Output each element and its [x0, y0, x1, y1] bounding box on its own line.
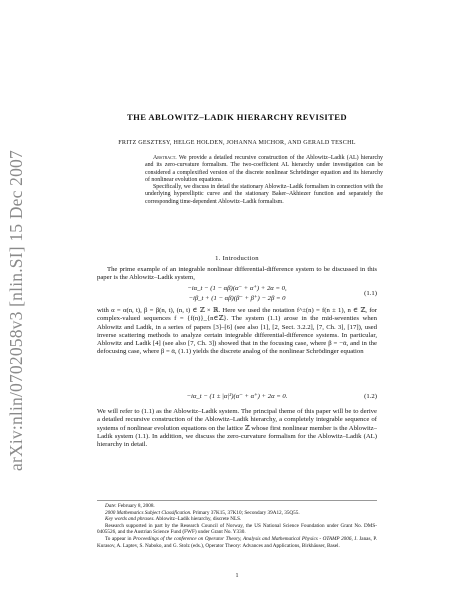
footnote-keywords-value: Ablowitz–Ladik hierarchy, discrete NLS.	[154, 516, 242, 523]
footnote-support: Research supported in part by the Research Council of Norway, the US National Science Foundation under Grant No. DMS-0405526, and the Austrian Science Fund (FWF) under Grant No. Y330.	[97, 522, 377, 536]
footnote-rule	[97, 500, 377, 501]
footnote-date	[97, 503, 377, 510]
equation-1-1-number-row	[97, 289, 377, 298]
intro-paragraph-2: with α = α(n, t), β = β(n, t), (n, t) ∈ ℤ × ℝ. Here we used the notation f^±(n) = f(n ± 1), n ∈ ℤ, for complex-valued sequences f = {f(n)}_{n∈ℤ}. The system (1.1) arose in the mid-seventies when Ablowitz and Ladik, in a series of papers [3]–[6] (see also [1], [2, Sect. 3.2.2], [7, Ch. 3], [17]), used inverse scattering methods to analyze certain integrable differential-difference systems. In particular, Ablowitz and Ladik [4] (see also [7, Ch. 3]) showed that in the focusing case, where β = −ᾱ, and in the defocusing case, where β = ᾱ, (1.1) yields the discrete analog of the nonlinear Schrödinger equation	[97, 307, 377, 356]
footnotes	[97, 503, 377, 549]
equation-1-1-expression-2: −iβ_t + (1 − αβ)(β⁻ + β⁺) − 2β = 0	[188, 295, 286, 302]
page-number: 1	[235, 573, 239, 579]
footnote-appear	[97, 536, 377, 549]
footnote-appear-title: Proceedings of the conference on Operator Theory, Analysis and Mathematical Physics - OTAMP 2006	[133, 535, 352, 542]
intro-paragraph-3: We will refer to (1.1) as the Ablowitz–Ladik system. The principal theme of this paper will be to derive a detailed recursive construction of the Ablowitz–Ladik hierarchy, a completely integrable sequence of systems of nonlinear evolution equations on the lattice ℤ whose first nonlinear member is the Ablowitz–Ladik system (1.1). In addition, we discuss the zero-curvature formalism for the Ablowitz–Ladik (AL) hierarchy in detail.	[97, 408, 377, 448]
footnote-date-label: Date	[105, 503, 116, 509]
paper-authors: FRITZ GESZTESY, HELGE HOLDEN, JOHANNA MICHOR, AND GERALD TESCHL	[118, 140, 356, 146]
equation-1-2-expression: −iα_t − (1 ± |α|²)(α⁻ + α⁺) + 2α = 0.	[186, 393, 288, 400]
arxiv-identifier-stamp	[4, 80, 28, 540]
paper-title: THE ABLOWITZ–LADIK HIERARCHY REVISITED	[127, 112, 347, 122]
abstract-paragraph-1	[145, 155, 383, 184]
footnote-msc-label: 2000 Mathematics Subject Classification.	[105, 509, 192, 516]
abstract	[145, 155, 383, 206]
abstract-text-1: We provide a detailed recursive construction of the Ablowitz–Ladik (AL) hierarchy and its zero-curvature formalism. The two-coefficient AL hierarchy under investigation can be considered a complexified version of the discrete nonlinear Schrödinger equation and its hierarchy of nonlinear evolution equations.	[145, 155, 383, 183]
equation-1-2	[97, 392, 377, 401]
footnote-keywords-label: Key words and phrases.	[105, 516, 155, 523]
footnote-keywords	[97, 516, 377, 523]
footnote-appear-prefix: To appear in	[105, 535, 134, 542]
arxiv-identifier-text: arXiv:nlin/0702058v3 [nlin.SI] 15 Dec 2007	[5, 149, 26, 471]
footnote-msc	[97, 510, 377, 517]
footnote-msc-value: Primary 37K15, 37K10; Secondary 39A12, 35Q55.	[191, 509, 300, 516]
abstract-label: Abstract.	[153, 155, 177, 161]
section-heading-introduction: 1. Introduction	[215, 255, 259, 262]
equation-1-1-number: (1.1)	[364, 290, 377, 297]
equation-1-2-number: (1.2)	[364, 393, 377, 400]
equation-1-1-expression-1: −iα_t − (1 − αβ)(α⁻ + α⁺) + 2α = 0,	[187, 285, 287, 292]
intro-paragraph-1: The prime example of an integrable nonlinear differential-difference system to be discussed in this paper is the Ablowitz–Ladik system,	[97, 266, 377, 282]
abstract-paragraph-2: Specifically, we discuss in detail the stationary Ablowitz–Ladik formalism in connection with the underlying hyperelliptic curve and the stationary Baker–Akhiezer function and separately the corresponding time-dependent Ablowitz–Ladik formalism.	[145, 184, 383, 205]
footnote-date-value: : February 8, 2008.	[115, 503, 155, 509]
footnote-appear-suffix: , J. Janas, P. Kurasov, A. Laptev, S. Naboko, and G. Stolz (eds.), Operator Theory: Advances and Applications, Birkhäuser, Basel.	[97, 535, 377, 549]
